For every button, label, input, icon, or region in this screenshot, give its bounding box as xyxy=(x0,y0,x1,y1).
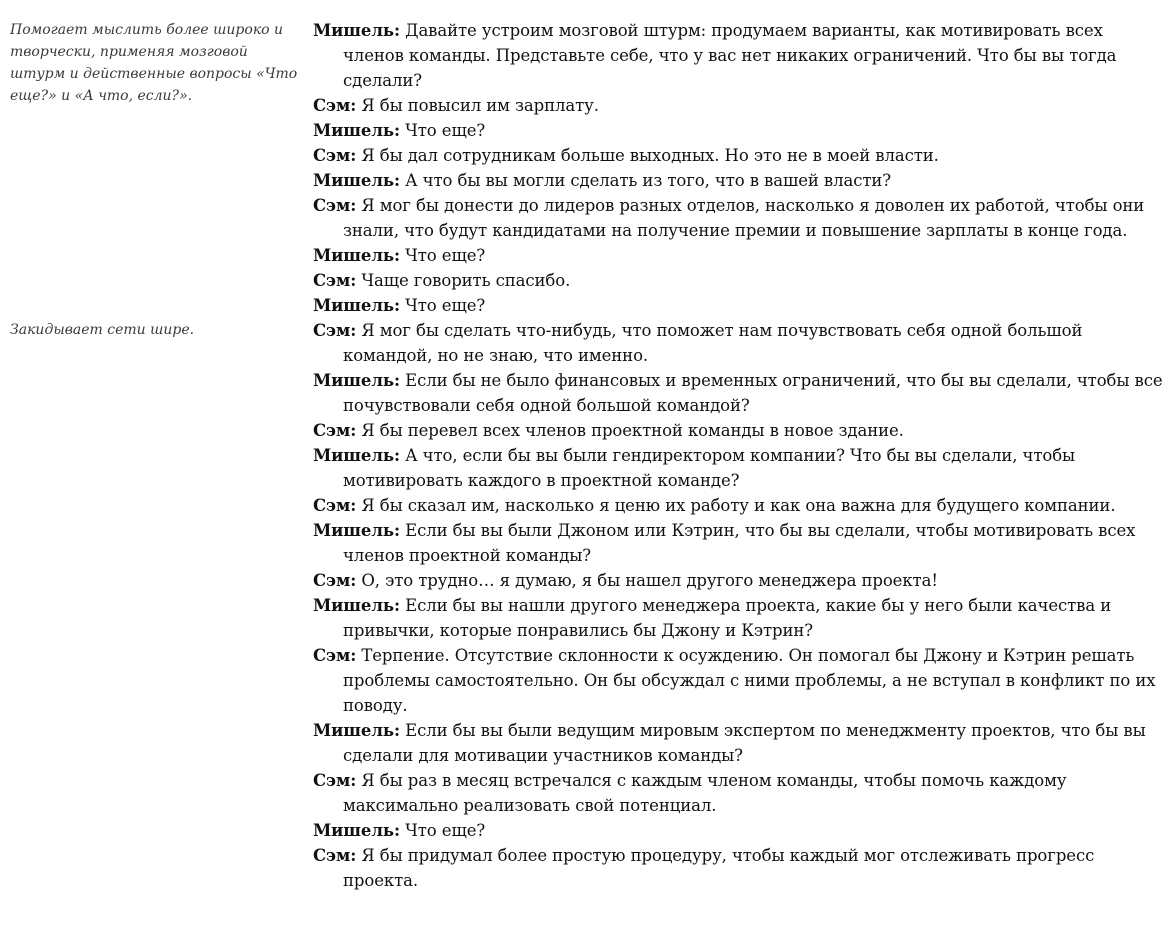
speaker-name: Сэм: xyxy=(313,271,357,290)
speech-text: Если бы не было финансовых и временных ограничений, что бы вы сделали, чтобы все почувствовали себя одной большой командой? xyxy=(343,371,1163,415)
dialogue-line xyxy=(313,268,1163,293)
dialogue xyxy=(313,18,1163,893)
dialogue-line xyxy=(313,768,1163,818)
speech-text: О, это трудно… я думаю, я бы нашел другого менеджера проекта! xyxy=(361,571,938,590)
speaker-name: Мишель: xyxy=(313,521,400,540)
speech-text: Я бы повысил им зарплату. xyxy=(361,96,599,115)
speaker-name: Мишель: xyxy=(313,371,400,390)
dialogue-line xyxy=(313,118,1163,143)
speaker-name: Сэм: xyxy=(313,196,357,215)
dialogue-line xyxy=(313,718,1163,768)
speaker-name: Мишель: xyxy=(313,21,400,40)
speech-text: Я бы дал сотрудникам больше выходных. Но это не в моей власти. xyxy=(361,146,939,165)
dialogue-line xyxy=(313,293,1163,318)
speaker-name: Мишель: xyxy=(313,821,400,840)
speech-text: Что еще? xyxy=(405,821,486,840)
dialogue-line xyxy=(313,318,1163,368)
speaker-name: Сэм: xyxy=(313,771,357,790)
speaker-name: Мишель: xyxy=(313,721,400,740)
speech-text: А что бы вы могли сделать из того, что в вашей власти? xyxy=(405,171,892,190)
speech-text: Я бы сказал им, насколько я ценю их работу и как она важна для будущего компании. xyxy=(361,496,1116,515)
speech-text: Давайте устроим мозговой штурм: продумаем варианты, как мотивировать всех членов команды. Представьте себе, что у вас нет никаких ограничений. Что бы вы тогда сделали? xyxy=(343,21,1117,90)
speech-text: Что еще? xyxy=(405,296,486,315)
speech-text: Я бы придумал более простую процедуру, чтобы каждый мог отслеживать прогресс проекта. xyxy=(343,846,1095,890)
speaker-name: Мишель: xyxy=(313,296,400,315)
speaker-name: Мишель: xyxy=(313,171,400,190)
dialogue-line xyxy=(313,193,1163,243)
speech-text: Что еще? xyxy=(405,246,486,265)
speech-text: Если бы вы были Джоном или Кэтрин, что бы вы сделали, чтобы мотивировать всех членов проектной команды? xyxy=(343,521,1136,565)
speech-text: Что еще? xyxy=(405,121,486,140)
speaker-name: Мишель: xyxy=(313,246,400,265)
speech-text: Если бы вы нашли другого менеджера проекта, какие бы у него были качества и привычки, которые понравились бы Джону и Кэтрин? xyxy=(343,596,1112,640)
speech-text: Я мог бы сделать что-нибудь, что поможет нам почувствовать себя одной большой командой, но не знаю, что именно. xyxy=(343,321,1083,365)
dialogue-line xyxy=(313,518,1163,568)
speaker-name: Сэм: xyxy=(313,96,357,115)
speech-text: А что, если бы вы были гендиректором компании? Что бы вы сделали, чтобы мотивировать каждого в проектной команде? xyxy=(343,446,1076,490)
dialogue-line xyxy=(313,143,1163,168)
dialogue-line xyxy=(313,593,1163,643)
dialogue-line xyxy=(313,168,1163,193)
dialogue-line xyxy=(313,643,1163,718)
dialogue-line xyxy=(313,418,1163,443)
speaker-name: Сэм: xyxy=(313,571,357,590)
speech-text: Я бы перевел всех членов проектной команды в новое здание. xyxy=(361,421,904,440)
margin-note: Закидывает сети шире. xyxy=(10,322,195,338)
speech-text: Я мог бы донести до лидеров разных отделов, насколько я доволен их работой, чтобы они знали, что будут кандидатами на получение премии и повышение зарплаты в конце года. xyxy=(343,196,1145,240)
margin-note: Помогает мыслить более широко и творчески, применяя мозговой штурм и действенные вопросы «Что еще?» и «А что, если?». xyxy=(10,22,298,104)
speech-text: Чаще говорить спасибо. xyxy=(361,271,571,290)
speaker-name: Мишель: xyxy=(313,596,400,615)
speaker-name: Мишель: xyxy=(313,121,400,140)
dialogue-line xyxy=(313,243,1163,268)
dialogue-line xyxy=(313,568,1163,593)
speaker-name: Сэм: xyxy=(313,646,357,665)
speaker-name: Сэм: xyxy=(313,321,357,340)
speaker-name: Сэм: xyxy=(313,846,357,865)
speaker-name: Сэм: xyxy=(313,496,357,515)
speech-text: Терпение. Отсутствие склонности к осуждению. Он помогал бы Джону и Кэтрин решать проблемы самостоятельно. Он бы обсуждал с ними проблемы, а не вступал в конфликт по их поводу. xyxy=(343,646,1156,715)
speaker-name: Сэм: xyxy=(313,421,357,440)
speech-text: Если бы вы были ведущим мировым экспертом по менеджменту проектов, что бы вы сделали для мотивации участников команды? xyxy=(343,721,1146,765)
dialogue-line xyxy=(313,18,1163,93)
speaker-name: Мишель: xyxy=(313,446,400,465)
speaker-name: Сэм: xyxy=(313,146,357,165)
dialogue-line xyxy=(313,818,1163,843)
dialogue-line xyxy=(313,493,1163,518)
dialogue-line xyxy=(313,93,1163,118)
dialogue-line xyxy=(313,443,1163,493)
dialogue-line xyxy=(313,368,1163,418)
speech-text: Я бы раз в месяц встречался с каждым членом команды, чтобы помочь каждому максимально реализовать свой потенциал. xyxy=(343,771,1067,815)
dialogue-line xyxy=(313,843,1163,893)
